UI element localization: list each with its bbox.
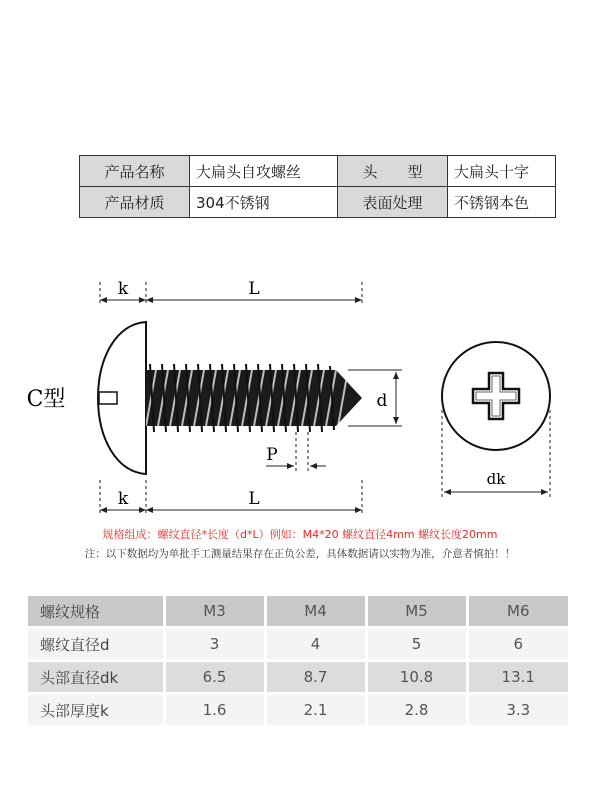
spec-cell: 1.6 (164, 694, 265, 727)
product-info-table (79, 155, 556, 218)
spec-header-cell: M3 (164, 596, 265, 628)
head-type-value: 大扁头十字 (448, 156, 556, 187)
surface-label: 表面处理 (338, 187, 448, 218)
spec-cell: 5 (366, 628, 467, 661)
spec-cell: 8.7 (265, 661, 366, 694)
screw-head-top-view (442, 342, 550, 450)
bottom-dimension (100, 480, 362, 516)
k-label-top: k (117, 279, 129, 299)
spec-header-cell: M5 (366, 596, 467, 628)
top-dimension (100, 282, 362, 306)
d-label: d (376, 391, 388, 411)
spec-header-row (28, 596, 568, 628)
material-value: 304不锈钢 (190, 187, 338, 218)
product-name-value: 大扁头自攻螺丝 (190, 156, 338, 187)
L-label-bottom: L (248, 489, 260, 509)
product-name-label: 产品名称 (80, 156, 190, 187)
P-label: P (266, 445, 278, 465)
spec-cell: 3 (164, 628, 265, 661)
material-label: 产品材质 (80, 187, 190, 218)
surface-value: 不锈钢本色 (448, 187, 556, 218)
k-label-bottom: k (117, 489, 129, 509)
spec-cell: 4 (265, 628, 366, 661)
spec-cell: 6 (467, 628, 568, 661)
spec-row-head-diameter (28, 661, 568, 694)
info-row (80, 187, 556, 218)
spec-header-cell: M6 (467, 596, 568, 628)
spec-row-thread-diameter (28, 628, 568, 661)
measurement-disclaimer: 注：以下数据均为单批手工测量结果存在正负公差，具体数据请以实物为准，介意者慎拍！！ (84, 548, 516, 560)
screw-head-side (98, 322, 146, 474)
spec-row-label: 螺纹直径d (28, 628, 164, 661)
spec-table (28, 596, 568, 728)
spec-row-head-thickness (28, 694, 568, 727)
spec-cell: 6.5 (164, 661, 265, 694)
spec-row-label: 头部直径dk (28, 661, 164, 694)
spec-cell: 13.1 (467, 661, 568, 694)
spec-cell: 2.1 (265, 694, 366, 727)
screw-shaft (146, 364, 362, 432)
L-label-top: L (248, 279, 260, 299)
info-row (80, 156, 556, 187)
spec-cell: 2.8 (366, 694, 467, 727)
type-label: C型 (26, 387, 66, 412)
head-type-label: 头 型 (338, 156, 448, 187)
spec-cell: 3.3 (467, 694, 568, 727)
dk-label: dk (486, 470, 506, 488)
spec-row-label: 头部厚度k (28, 694, 164, 727)
spec-header-label: 螺纹规格 (28, 596, 164, 628)
spec-cell: 10.8 (366, 661, 467, 694)
spec-composition-note: 规格组成：螺纹直径*长度（d*L）例如：M4*20 螺纹直径4mm 螺纹长度20mm (102, 528, 498, 541)
spec-header-cell: M4 (265, 596, 366, 628)
screw-technical-drawing (20, 260, 560, 522)
